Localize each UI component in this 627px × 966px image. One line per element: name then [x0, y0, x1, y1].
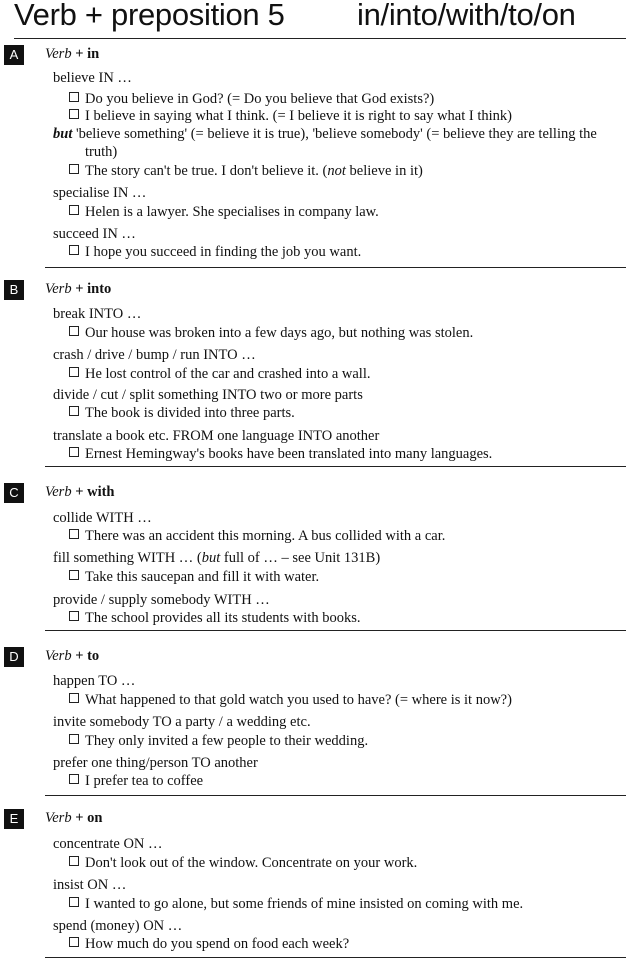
example-sentence: Ernest Hemingway's books have been translated into many languages. [69, 446, 492, 463]
example-sentence: He lost control of the car and crashed into a wall. [69, 366, 370, 383]
section-divider [45, 466, 626, 467]
unit-title: Verb + preposition 5 [14, 0, 285, 32]
entry-heading: invite somebody TO a party / a wedding etc. [53, 714, 311, 730]
section-label-e: E [4, 809, 24, 829]
bullet-box-icon [69, 611, 79, 621]
bullet-box-icon [69, 693, 79, 703]
bullet-box-icon [69, 109, 79, 119]
example-sentence: Our house was broken into a few days ago, but nothing was stolen. [69, 325, 473, 342]
section-divider [45, 630, 626, 631]
section-label-a: A [4, 45, 24, 65]
example-sentence: Don't look out of the window. Concentrate on your work. [69, 855, 417, 872]
entry-heading: prefer one thing/person TO another [53, 755, 258, 771]
section-title-c: Verb + with [45, 484, 115, 500]
section-title-a: Verb + in [45, 46, 100, 62]
entry-heading: fill something WITH … (but full of … – see Unit 131B) [53, 550, 381, 566]
entry-heading: break INTO … [53, 306, 142, 322]
page-header [0, 0, 627, 40]
bullet-box-icon [69, 897, 79, 907]
bullet-box-icon [69, 92, 79, 102]
bullet-box-icon [69, 570, 79, 580]
bullet-box-icon [69, 367, 79, 377]
example-sentence: There was an accident this morning. A bus collided with a car. [69, 528, 445, 545]
entry-heading: succeed IN … [53, 226, 136, 242]
bullet-box-icon [69, 937, 79, 947]
bullet-box-icon [69, 447, 79, 457]
example-sentence: Do you believe in God? (= Do you believe that God exists?) [69, 91, 434, 108]
entry-heading: divide / cut / split something INTO two or more parts [53, 387, 363, 403]
example-sentence: I prefer tea to coffee [69, 773, 203, 790]
entry-heading: believe IN … [53, 70, 132, 86]
entry-heading: insist ON … [53, 877, 127, 893]
section-title-b: Verb + into [45, 281, 112, 297]
bullet-box-icon [69, 164, 79, 174]
entry-heading: crash / drive / bump / run INTO … [53, 347, 256, 363]
example-sentence: How much do you spend on food each week? [69, 936, 349, 953]
section-divider [45, 957, 626, 958]
bullet-box-icon [69, 326, 79, 336]
entry-heading: happen TO … [53, 673, 136, 689]
bullet-box-icon [69, 734, 79, 744]
example-sentence: Helen is a lawyer. She specialises in company law. [69, 204, 379, 221]
example-sentence: They only invited a few people to their wedding. [69, 733, 368, 750]
example-sentence: What happened to that gold watch you used to have? (= where is it now?) [69, 692, 512, 709]
example-sentence: The school provides all its students with books. [69, 610, 360, 627]
contrast-note: but 'believe something' (= believe it is true), 'believe somebody' (= believe they are telling the [53, 126, 597, 142]
entry-heading: concentrate ON … [53, 836, 163, 852]
entry-heading: provide / supply somebody WITH … [53, 592, 270, 608]
entry-heading: spend (money) ON … [53, 918, 183, 934]
contrast-note-continued: truth) [85, 144, 118, 160]
bullet-box-icon [69, 205, 79, 215]
example-sentence: I believe in saying what I think. (= I believe it is right to say what I think) [69, 108, 512, 125]
section-divider [45, 267, 626, 268]
entry-heading: collide WITH … [53, 510, 152, 526]
entry-heading: specialise IN … [53, 185, 147, 201]
example-sentence: I wanted to go alone, but some friends of mine insisted on coming with me. [69, 896, 523, 913]
unit-topic: in/into/with/to/on [357, 0, 576, 32]
example-sentence: I hope you succeed in finding the job you want. [69, 244, 361, 261]
example-sentence: The book is divided into three parts. [69, 405, 295, 422]
bullet-box-icon [69, 245, 79, 255]
example-sentence: The story can't be true. I don't believe it. (not believe in it) [69, 163, 423, 180]
section-title-d: Verb + to [45, 648, 100, 664]
section-divider [45, 795, 626, 796]
bullet-box-icon [69, 529, 79, 539]
section-label-d: D [4, 647, 24, 667]
header-divider [14, 38, 626, 39]
bullet-box-icon [69, 856, 79, 866]
example-sentence: Take this saucepan and fill it with water. [69, 569, 319, 586]
section-label-c: C [4, 483, 24, 503]
entry-heading: translate a book etc. FROM one language INTO another [53, 428, 380, 444]
bullet-box-icon [69, 406, 79, 416]
section-label-b: B [4, 280, 24, 300]
bullet-box-icon [69, 774, 79, 784]
section-title-e: Verb + on [45, 810, 103, 826]
